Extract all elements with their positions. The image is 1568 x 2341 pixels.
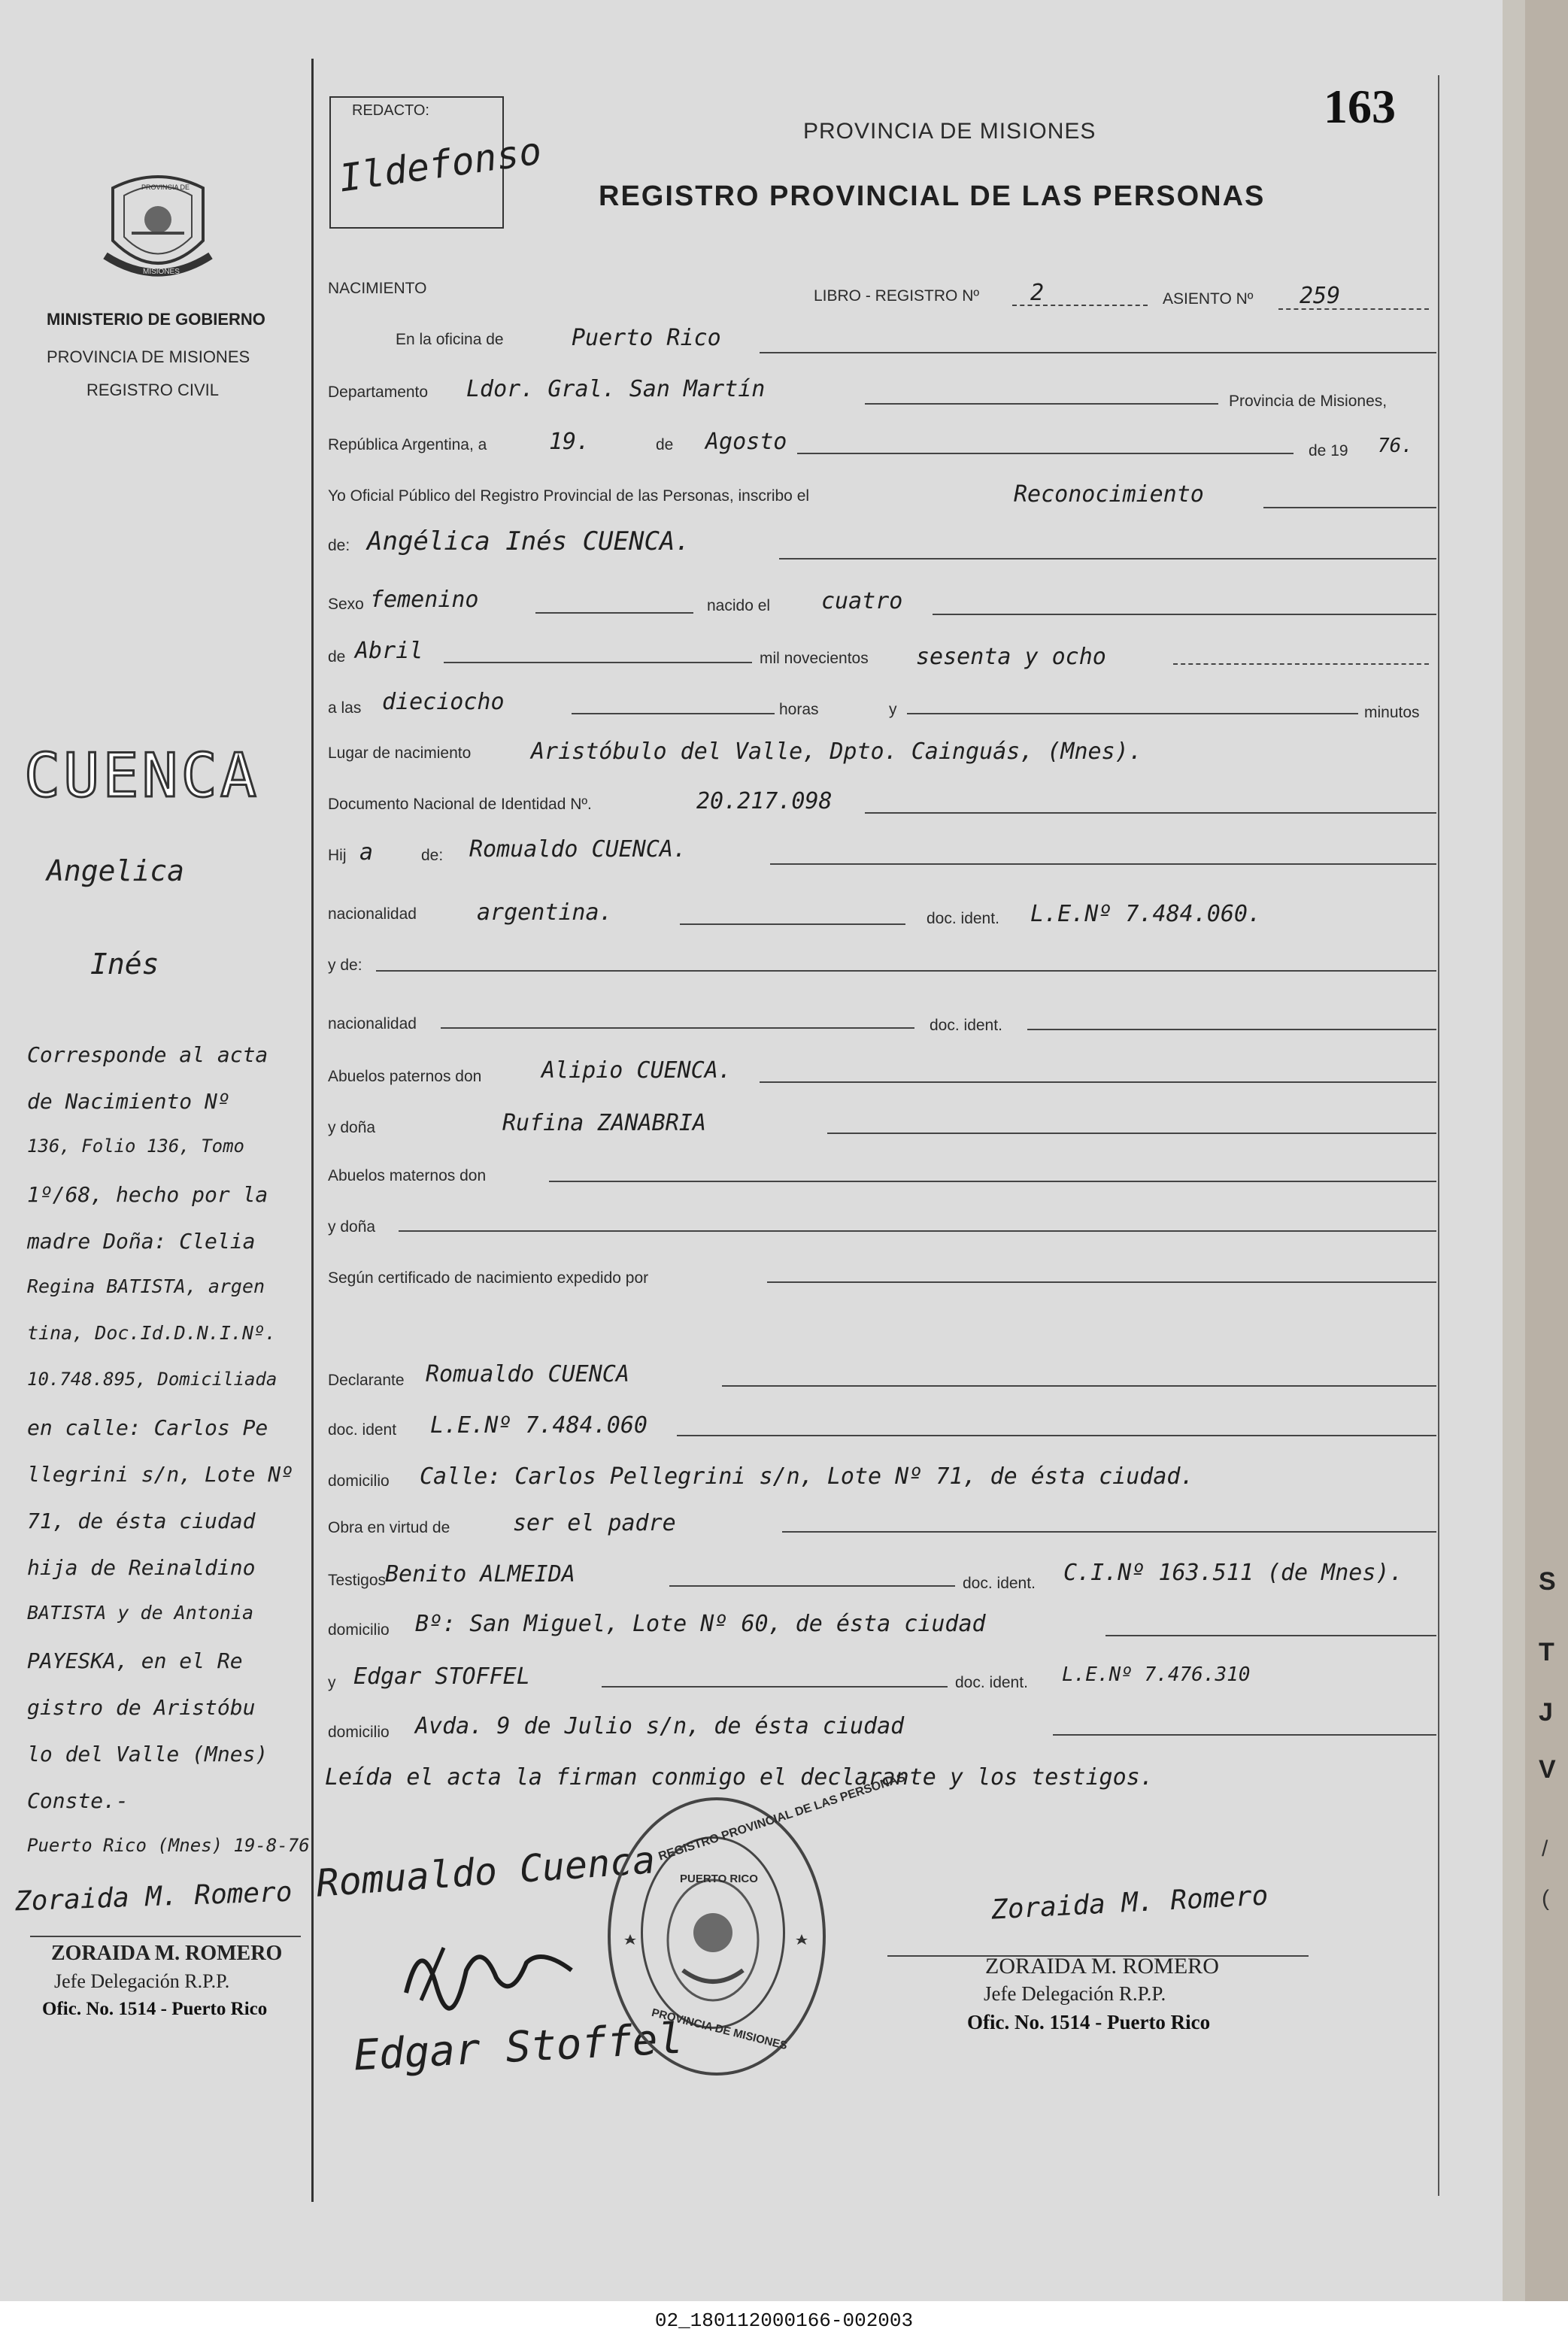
edge-letter: /	[1542, 1836, 1548, 1861]
y-dona2-label: y doña	[328, 1218, 376, 1236]
margin-note-line: lo del Valle (Mnes)	[27, 1742, 268, 1766]
margin-stamp-name: ZORAIDA M. ROMERO	[51, 1942, 283, 1965]
abuelos-mat-line	[549, 1181, 1436, 1182]
abuelos-pat-value: Alipio CUENCA.	[541, 1057, 732, 1084]
hijo-de-label: de:	[421, 847, 444, 864]
margin-surname: CUENCA	[24, 741, 259, 811]
doc-ident2-label: doc. ident.	[930, 1017, 1002, 1034]
oficial-stamp-office: Ofic. No. 1514 - Puerto Rico	[967, 2011, 1211, 2033]
oficina-line	[760, 352, 1436, 353]
domicilio2-line	[1105, 1635, 1436, 1636]
witness2-signature: Edgar Stoffel	[352, 2014, 684, 2081]
margin-note-line: 71, de ésta ciudad	[27, 1509, 256, 1533]
abuelos-pat-label: Abuelos paternos don	[328, 1068, 482, 1085]
y-testigo-label: y	[328, 1674, 336, 1691]
coat-of-arms-icon	[98, 165, 218, 286]
horas-label: horas	[779, 701, 819, 718]
margin-note-line: 136, Folio 136, Tomo	[27, 1136, 244, 1157]
de-mes2-label: de	[328, 648, 346, 666]
redacto-signature: Ildefonso	[336, 129, 544, 201]
republica-label: República Argentina, a	[328, 436, 487, 453]
asiento-label: ASIENTO Nº	[1163, 290, 1254, 308]
provincia-label: Provincia de Misiones,	[1229, 393, 1388, 410]
asiento-dots	[1278, 308, 1429, 310]
y-de-label: y de:	[328, 957, 362, 974]
doc-ident4-label: doc. ident.	[963, 1575, 1036, 1592]
obra-value: ser el padre	[513, 1510, 676, 1536]
domicilio3-value: Avda. 9 de Julio s/n, de ésta ciudad	[415, 1713, 905, 1739]
domicilio-value: Calle: Carlos Pellegrini s/n, Lote Nº 71, de ésta ciudad.	[420, 1463, 1194, 1490]
anio-label: de 19	[1309, 442, 1348, 459]
oficial-line	[1263, 507, 1436, 508]
nacido-label: nacido el	[707, 597, 771, 614]
doc-ident4-value: C.I.Nº 163.511 (de Mnes).	[1063, 1560, 1403, 1586]
doc-ident5-value: L.E.Nº 7.476.310	[1062, 1663, 1251, 1686]
oficial-value: Reconocimiento	[1014, 481, 1204, 508]
margin-note-line: BATISTA y de Antonia	[27, 1602, 254, 1624]
declarante-line	[722, 1385, 1436, 1387]
margin-note-line: en calle: Carlos Pe	[27, 1415, 268, 1440]
testigos-value: Benito ALMEIDA	[385, 1561, 575, 1587]
departamento-label: Departamento	[328, 384, 429, 401]
declarante-label: Declarante	[328, 1372, 405, 1389]
sexo-value: femenino	[370, 587, 479, 613]
documento-line	[865, 812, 1436, 814]
minutos-label: minutos	[1364, 704, 1420, 721]
doc-ident2-line	[1027, 1029, 1436, 1030]
coat-top-text: PROVINCIA DE	[141, 183, 190, 191]
mil-dots	[1173, 663, 1429, 665]
oficial-signature: Zoraida M. Romero	[990, 1880, 1269, 1926]
nacionalidad-label: nacionalidad	[328, 905, 417, 923]
domicilio3-label: domicilio	[328, 1724, 390, 1741]
documento-value: 20.217.098	[696, 788, 833, 814]
y-label: y	[889, 701, 897, 718]
domicilio2-label: domicilio	[328, 1621, 390, 1639]
libro-value: 2	[1030, 280, 1045, 306]
redacto-box	[329, 96, 544, 229]
abuelos-mat-label: Abuelos maternos don	[328, 1167, 487, 1184]
a-las-label: a las	[328, 699, 362, 717]
seal-outer-text: REGISTRO PROVINCIAL DE LAS PERSONAS	[657, 1771, 907, 1863]
mes-value: Agosto	[705, 429, 787, 455]
domicilio3-line	[1053, 1734, 1436, 1736]
edge-letter: S	[1539, 1567, 1556, 1596]
y-testigo-line	[602, 1686, 948, 1688]
de-persona-label: de:	[328, 537, 350, 554]
doc-ident5-label: doc. ident.	[955, 1674, 1028, 1691]
ministry-title: MINISTERIO DE GOBIERNO	[47, 310, 265, 329]
margin-note-line: tina, Doc.Id.D.N.I.Nº.	[27, 1322, 277, 1344]
departamento-value: Ldor. Gral. San Martín	[466, 376, 766, 402]
edge-letter: V	[1539, 1755, 1556, 1784]
segun-label: Según certificado de nacimiento expedido por	[328, 1269, 649, 1287]
closing-statement: Leída el acta la firman conmigo el declarante y los testigos.	[325, 1764, 1154, 1791]
seal-bottom-text: PROVINCIA DE MISIONES	[650, 2006, 789, 2053]
nacionalidad-value: argentina.	[477, 899, 613, 926]
asiento-value: 259	[1300, 283, 1341, 309]
departamento-line	[865, 403, 1218, 405]
ministry-province: PROVINCIA DE MISIONES	[47, 347, 250, 366]
edge-letter: (	[1542, 1886, 1549, 1911]
testigos-label: Testigos	[328, 1572, 387, 1589]
margin-note-line: PAYESKA, en el Re	[27, 1648, 243, 1673]
libro-dots	[1012, 305, 1148, 306]
margin-signature: Zoraida M. Romero	[14, 1876, 293, 1918]
doc-ident3-label: doc. ident	[328, 1421, 397, 1439]
page-number: 163	[1324, 80, 1396, 133]
margin-note-line: Corresponde al acta	[27, 1042, 268, 1067]
doc-ident-value: L.E.Nº 7.484.060.	[1030, 901, 1262, 927]
edge-letter: J	[1539, 1698, 1553, 1727]
margin-note	[27, 1042, 313, 1882]
hijo-line	[770, 863, 1436, 865]
sexo-label: Sexo	[328, 596, 364, 613]
margin-note-line: 1º/68, hecho por la	[27, 1182, 268, 1207]
a-las-value: dieciocho	[382, 689, 505, 715]
header-province: PROVINCIA DE MISIONES	[803, 119, 1096, 144]
mil-value: sesenta y ocho	[916, 644, 1106, 670]
oficial-stamp-name: ZORAIDA M. ROMERO	[985, 1954, 1219, 1979]
doc-ident3-line	[677, 1435, 1436, 1436]
oficial-stamp-role: Jefe Delegación R.P.P.	[984, 1982, 1166, 2005]
nacionalidad2-label: nacionalidad	[328, 1015, 417, 1033]
nacionalidad-line	[680, 923, 905, 925]
witness1-signature-icon	[391, 1925, 587, 2015]
page-edge	[1503, 0, 1525, 2301]
lugar-value: Aristóbulo del Valle, Dpto. Cainguás, (Mnes).	[531, 738, 1142, 765]
domicilio2-value: Bº: San Miguel, Lote Nº 60, de ésta ciudad	[415, 1611, 986, 1637]
header-registry: REGISTRO PROVINCIAL DE LAS PERSONAS	[599, 180, 1266, 212]
coat-bottom-text: MISIONES	[143, 268, 180, 276]
y-dona-value: Rufina ZANABRIA	[502, 1110, 706, 1136]
doc-ident3-value: L.E.Nº 7.484.060	[430, 1412, 648, 1439]
margin-note-line: de Nacimiento Nº	[27, 1089, 230, 1114]
minutos-line	[907, 713, 1358, 714]
hijo-suffix: a	[359, 839, 374, 866]
right-border	[1438, 75, 1439, 2196]
nacido-line	[933, 614, 1436, 615]
segun-line	[767, 1281, 1436, 1283]
y-testigo-value: Edgar STOFFEL	[353, 1663, 530, 1690]
de-mes2-value: Abril	[355, 638, 423, 664]
margin-name1: Angelica	[47, 854, 185, 887]
margin-note-line: Regina BATISTA, argen	[27, 1275, 265, 1297]
redacto-label: REDACTO:	[352, 102, 429, 119]
footer-id: 02_180112000166-002003	[0, 2301, 1568, 2341]
margin-name2: Inés	[90, 948, 159, 981]
domicilio-label: domicilio	[328, 1472, 390, 1490]
nacido-value: cuatro	[821, 588, 903, 614]
y-dona-line	[827, 1133, 1436, 1134]
mil-label: mil novecientos	[760, 650, 869, 667]
de-mes2-line	[444, 662, 752, 663]
oficina-value: Puerto Rico	[572, 325, 721, 351]
y-dona2-line	[399, 1230, 1436, 1232]
a-las-line	[572, 713, 775, 714]
margin-stamp-role: Jefe Delegación R.P.P.	[54, 1970, 230, 1992]
documento-label: Documento Nacional de Identidad Nº.	[328, 796, 592, 813]
margin-note-line: Puerto Rico (Mnes) 19-8-76	[27, 1835, 310, 1856]
hijo-value: Romualdo CUENCA.	[469, 836, 687, 863]
edge-letter: T	[1539, 1638, 1554, 1666]
sexo-line	[535, 612, 693, 614]
abuelos-pat-line	[760, 1081, 1436, 1083]
lugar-label: Lugar de nacimiento	[328, 744, 472, 762]
margin-note-line: Conste.-	[27, 1788, 129, 1813]
official-seal	[608, 1771, 907, 2076]
oficial-label: Yo Oficial Público del Registro Provincial de las Personas, inscribo el	[328, 487, 810, 505]
declarante-value: Romualdo CUENCA	[426, 1361, 629, 1387]
y-dona-label: y doña	[328, 1119, 376, 1136]
obra-label: Obra en virtud de	[328, 1519, 450, 1536]
margin-note-line: hija de Reinaldino	[27, 1555, 256, 1580]
de-persona-line	[779, 558, 1436, 559]
margin-note-line: llegrini s/n, Lote Nº	[27, 1462, 294, 1487]
libro-label: LIBRO - REGISTRO Nº	[814, 287, 980, 305]
de-persona-value: Angélica Inés CUENCA.	[367, 526, 690, 556]
de-mes-label: de	[656, 436, 674, 453]
y-de-line	[376, 970, 1436, 972]
doc-ident-label: doc. ident.	[927, 910, 999, 927]
dia-value: 19.	[549, 429, 590, 455]
next-page-edge	[1525, 0, 1568, 2301]
mes-line	[797, 453, 1294, 454]
nacionalidad2-line	[441, 1027, 914, 1029]
margin-signature-line	[30, 1936, 301, 1937]
margin-note-line: gistro de Aristóbu	[27, 1695, 256, 1720]
seal-center-text: PUERTO RICO	[680, 1872, 758, 1885]
margin-note-line: 10.748.895, Domiciliada	[27, 1369, 278, 1390]
margin-note-line: madre Doña: Clelia	[27, 1229, 256, 1254]
hijo-label	[328, 847, 347, 865]
form-type-label: NACIMIENTO	[328, 280, 427, 297]
hijo-prefix: Hij	[328, 847, 347, 864]
oficina-label: En la oficina de	[396, 331, 504, 348]
testigos-line	[669, 1585, 955, 1587]
margin-stamp-office: Ofic. No. 1514 - Puerto Rico	[42, 1999, 268, 2019]
declarante-signature: Romualdo Cuenca	[314, 1838, 657, 1906]
anio-value: 76.	[1378, 435, 1413, 457]
obra-line	[782, 1531, 1436, 1533]
ministry-civil-registry: REGISTRO CIVIL	[86, 381, 220, 399]
